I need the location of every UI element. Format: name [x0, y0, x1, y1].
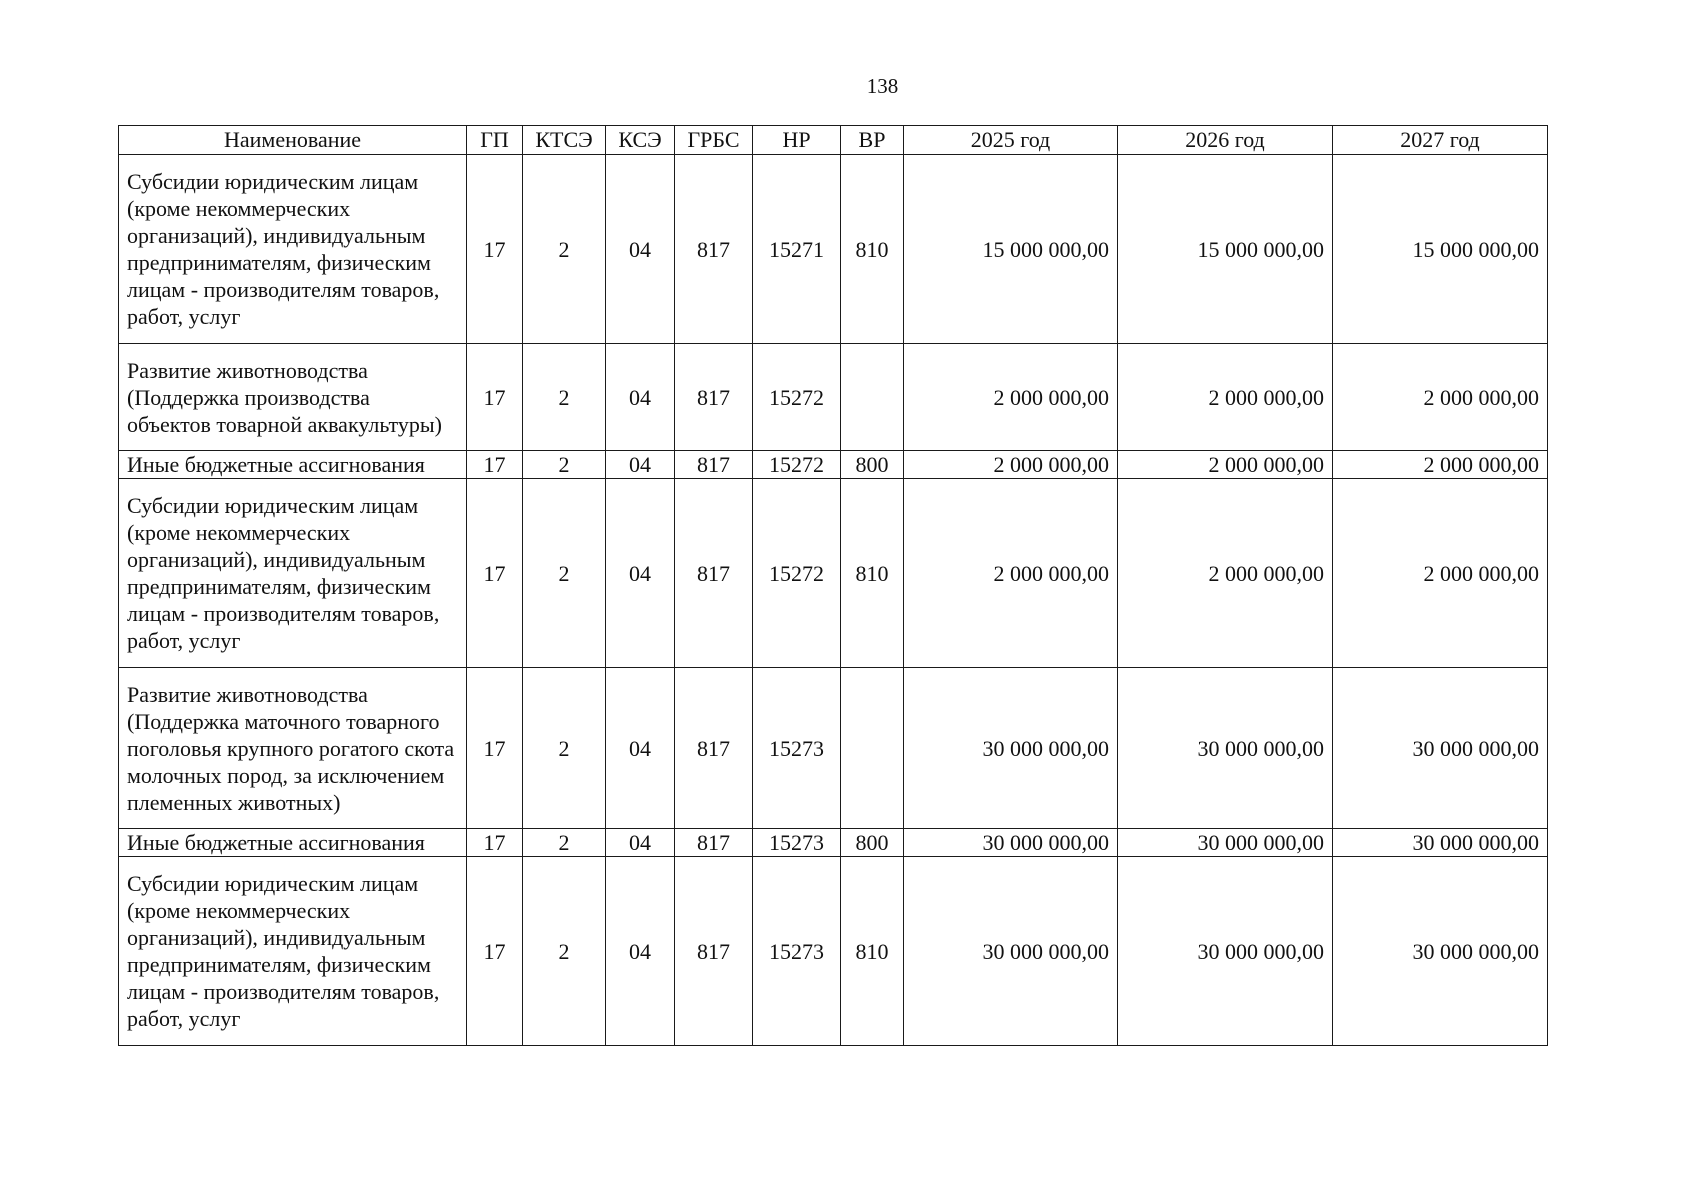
header-grbs: ГРБС — [675, 126, 753, 155]
cell-kse: 04 — [606, 479, 675, 668]
cell-2027: 2 000 000,00 — [1333, 451, 1548, 479]
table-body — [119, 155, 1548, 1046]
cell-kse: 04 — [606, 344, 675, 451]
cell-grbs: 817 — [675, 451, 753, 479]
cell-grbs: 817 — [675, 479, 753, 668]
table-row — [119, 829, 1548, 857]
cell-2025: 2 000 000,00 — [904, 479, 1118, 668]
cell-2027: 15 000 000,00 — [1333, 155, 1548, 344]
cell-ktse: 2 — [523, 451, 606, 479]
header-name: Наименование — [119, 126, 467, 155]
cell-2026: 2 000 000,00 — [1118, 479, 1333, 668]
cell-nr: 15271 — [753, 155, 841, 344]
cell-ktse: 2 — [523, 344, 606, 451]
cell-vr: 800 — [841, 829, 904, 857]
cell-nr: 15272 — [753, 344, 841, 451]
header-2025: 2025 год — [904, 126, 1118, 155]
header-nr: НР — [753, 126, 841, 155]
cell-ktse: 2 — [523, 857, 606, 1046]
cell-name: Развитие животноводства (Поддержка производства объектов товарной аквакультуры) — [119, 344, 467, 451]
cell-grbs: 817 — [675, 155, 753, 344]
table-row — [119, 344, 1548, 451]
cell-nr: 15272 — [753, 479, 841, 668]
cell-name: Развитие животноводства (Поддержка маточного товарного поголовья крупного рогатого скота молочных пород, за исключением племенных животных) — [119, 668, 467, 829]
cell-grbs: 817 — [675, 668, 753, 829]
cell-2027: 30 000 000,00 — [1333, 829, 1548, 857]
cell-2027: 2 000 000,00 — [1333, 479, 1548, 668]
cell-2027: 30 000 000,00 — [1333, 857, 1548, 1046]
cell-2026: 30 000 000,00 — [1118, 668, 1333, 829]
cell-vr — [841, 668, 904, 829]
budget-table — [118, 125, 1548, 1046]
header-kse: КСЭ — [606, 126, 675, 155]
cell-2025: 30 000 000,00 — [904, 668, 1118, 829]
cell-vr: 800 — [841, 451, 904, 479]
cell-kse: 04 — [606, 857, 675, 1046]
cell-nr: 15273 — [753, 857, 841, 1046]
cell-gp: 17 — [467, 829, 523, 857]
cell-gp: 17 — [467, 668, 523, 829]
cell-vr: 810 — [841, 155, 904, 344]
cell-name: Субсидии юридическим лицам (кроме некоммерческих организаций), индивидуальным предпринимателям, физическим лицам - производителям товаров, работ, услуг — [119, 155, 467, 344]
header-gp: ГП — [467, 126, 523, 155]
cell-kse: 04 — [606, 668, 675, 829]
page-number: 138 — [866, 74, 899, 98]
cell-2025: 15 000 000,00 — [904, 155, 1118, 344]
cell-vr: 810 — [841, 857, 904, 1046]
header-ktse: КТСЭ — [523, 126, 606, 155]
cell-2026: 2 000 000,00 — [1118, 344, 1333, 451]
cell-name: Иные бюджетные ассигнования — [119, 451, 467, 479]
cell-ktse: 2 — [523, 668, 606, 829]
cell-2027: 30 000 000,00 — [1333, 668, 1548, 829]
cell-nr: 15273 — [753, 668, 841, 829]
cell-2026: 15 000 000,00 — [1118, 155, 1333, 344]
header-vr: ВР — [841, 126, 904, 155]
cell-name: Иные бюджетные ассигнования — [119, 829, 467, 857]
cell-name: Субсидии юридическим лицам (кроме некоммерческих организаций), индивидуальным предпринимателям, физическим лицам - производителям товаров, работ, услуг — [119, 857, 467, 1046]
cell-nr: 15272 — [753, 451, 841, 479]
table-row — [119, 668, 1548, 829]
cell-kse: 04 — [606, 829, 675, 857]
cell-2026: 30 000 000,00 — [1118, 829, 1333, 857]
header-row — [119, 126, 1548, 155]
cell-gp: 17 — [467, 155, 523, 344]
cell-name: Субсидии юридическим лицам (кроме некоммерческих организаций), индивидуальным предпринимателям, физическим лицам - производителям товаров, работ, услуг — [119, 479, 467, 668]
cell-2025: 30 000 000,00 — [904, 829, 1118, 857]
cell-grbs: 817 — [675, 857, 753, 1046]
cell-grbs: 817 — [675, 829, 753, 857]
cell-gp: 17 — [467, 857, 523, 1046]
cell-2025: 2 000 000,00 — [904, 344, 1118, 451]
cell-2027: 2 000 000,00 — [1333, 344, 1548, 451]
cell-2025: 30 000 000,00 — [904, 857, 1118, 1046]
cell-gp: 17 — [467, 479, 523, 668]
table-row — [119, 479, 1548, 668]
cell-2025: 2 000 000,00 — [904, 451, 1118, 479]
header-2026: 2026 год — [1118, 126, 1333, 155]
cell-2026: 30 000 000,00 — [1118, 857, 1333, 1046]
cell-ktse: 2 — [523, 479, 606, 668]
table-row — [119, 857, 1548, 1046]
cell-2026: 2 000 000,00 — [1118, 451, 1333, 479]
cell-vr: 810 — [841, 479, 904, 668]
cell-kse: 04 — [606, 451, 675, 479]
cell-kse: 04 — [606, 155, 675, 344]
cell-gp: 17 — [467, 344, 523, 451]
cell-nr: 15273 — [753, 829, 841, 857]
table-header — [119, 126, 1548, 155]
header-2027: 2027 год — [1333, 126, 1548, 155]
cell-vr — [841, 344, 904, 451]
cell-grbs: 817 — [675, 344, 753, 451]
table-row — [119, 155, 1548, 344]
cell-gp: 17 — [467, 451, 523, 479]
cell-ktse: 2 — [523, 155, 606, 344]
cell-ktse: 2 — [523, 829, 606, 857]
table-row — [119, 451, 1548, 479]
